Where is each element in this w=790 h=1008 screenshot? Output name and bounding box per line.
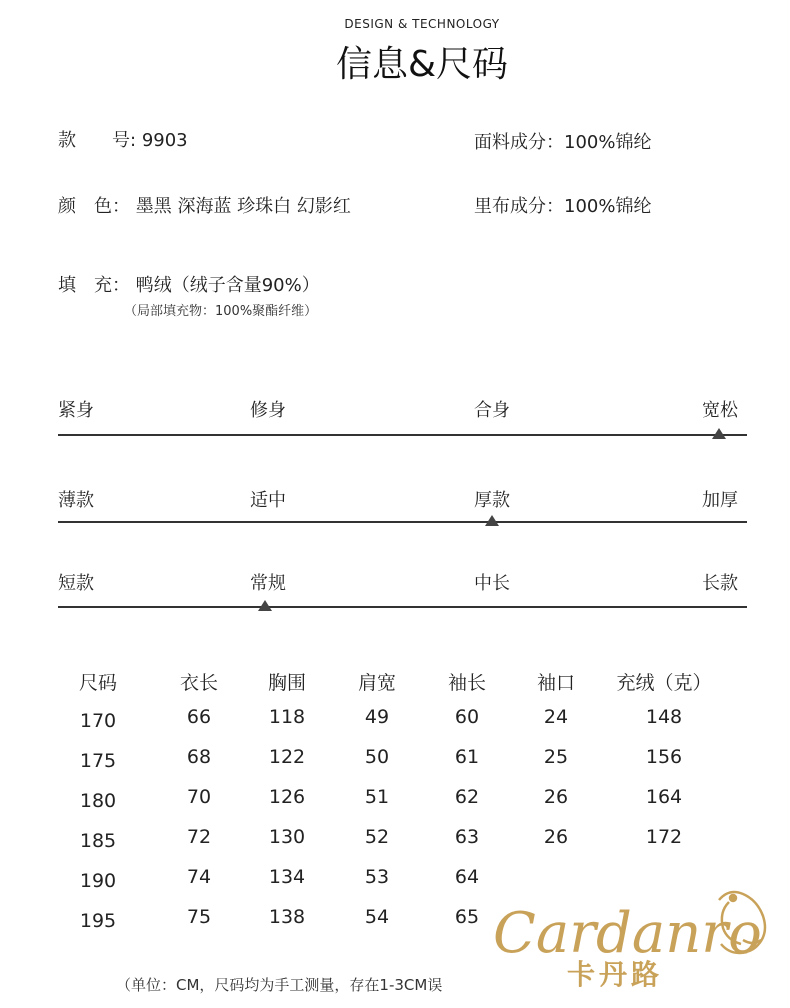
lining-composition: 里布成分：100%锦纶 <box>474 196 652 217</box>
table-cell: 148 <box>645 706 683 728</box>
scale-label: 中长 <box>474 573 510 594</box>
scale-label: 合身 <box>474 400 510 421</box>
table-cell: 50 <box>364 746 390 768</box>
fabric-composition: 面料成分：100%锦纶 <box>474 132 652 153</box>
table-cell: 51 <box>364 786 390 808</box>
scale-line <box>58 434 747 436</box>
scale-label: 适中 <box>250 490 286 511</box>
measurement-footnote: （单位：CM，尺码均为手工测量，存在1-3CM误 <box>116 976 443 994</box>
table-cell: 66 <box>186 706 212 728</box>
table-cell: 52 <box>364 826 390 848</box>
scale-marker <box>258 600 272 611</box>
scale-label: 薄款 <box>58 490 94 511</box>
table-cell: 24 <box>543 706 569 728</box>
frog-logo-icon <box>493 880 783 990</box>
table-header-cell: 胸围 <box>267 672 306 694</box>
filling-info <box>58 271 320 297</box>
scale-label: 紧身 <box>58 400 94 421</box>
table-cell: 190 <box>79 870 117 892</box>
color-value: 墨黑 深海蓝 珍珠白 幻影红 <box>135 196 351 217</box>
table-cell: 172 <box>645 826 683 848</box>
filling-value: 鸭绒（绒子含量90%） <box>135 275 320 296</box>
table-cell: 134 <box>268 866 306 888</box>
style-number-value: 9903 <box>141 130 188 151</box>
table-cell: 118 <box>268 706 306 728</box>
table-cell: 122 <box>268 746 306 768</box>
scale-label: 短款 <box>58 573 94 594</box>
style-number-label: 款 号: <box>58 130 137 151</box>
table-cell: 175 <box>79 750 117 772</box>
table-cell: 54 <box>364 906 390 928</box>
table-cell: 75 <box>186 906 212 928</box>
scale-line <box>58 521 747 523</box>
scale-label: 修身 <box>250 400 286 421</box>
table-cell: 138 <box>268 906 306 928</box>
logo-chinese: 卡丹路 <box>567 958 664 990</box>
table-cell: 170 <box>79 710 117 732</box>
table-cell: 63 <box>454 826 480 848</box>
table-cell: 64 <box>454 866 480 888</box>
scale-marker <box>485 515 499 526</box>
brand-logo <box>493 880 783 990</box>
page-title: 信息&尺码 <box>335 44 509 85</box>
table-cell: 61 <box>454 746 480 768</box>
table-cell: 62 <box>454 786 480 808</box>
table-cell: 26 <box>543 786 569 808</box>
table-cell: 180 <box>79 790 117 812</box>
logo-wordmark: Cardanro <box>493 901 762 966</box>
page-subtitle: DESIGN & TECHNOLOGY <box>344 17 500 31</box>
table-cell: 49 <box>364 706 390 728</box>
table-cell: 72 <box>186 826 212 848</box>
table-header-cell: 肩宽 <box>357 672 396 694</box>
table-cell: 68 <box>186 746 212 768</box>
scale-label: 加厚 <box>702 490 738 511</box>
table-header-cell: 充绒（克） <box>616 672 712 694</box>
table-cell: 185 <box>79 830 117 852</box>
style-number <box>58 126 188 152</box>
table-header-cell: 袖长 <box>447 672 486 694</box>
table-header-cell: 衣长 <box>179 672 218 694</box>
table-header-cell: 尺码 <box>78 672 117 694</box>
table-cell: 25 <box>543 746 569 768</box>
table-header-cell: 袖口 <box>536 672 575 694</box>
table-cell: 195 <box>79 910 117 932</box>
scale-label: 长款 <box>702 573 738 594</box>
table-cell: 164 <box>645 786 683 808</box>
table-cell: 26 <box>543 826 569 848</box>
table-cell: 65 <box>454 906 480 928</box>
color-options <box>58 192 351 218</box>
scale-label: 常规 <box>250 573 286 594</box>
table-cell: 126 <box>268 786 306 808</box>
table-cell: 53 <box>364 866 390 888</box>
filling-note: （局部填充物：100%聚酯纤维） <box>124 304 318 319</box>
scale-marker <box>712 428 726 439</box>
table-cell: 60 <box>454 706 480 728</box>
scale-label: 厚款 <box>474 490 510 511</box>
scale-label: 宽松 <box>702 400 738 421</box>
table-cell: 156 <box>645 746 683 768</box>
table-cell: 70 <box>186 786 212 808</box>
color-label: 颜 色： <box>58 196 130 217</box>
table-cell: 130 <box>268 826 306 848</box>
filling-label: 填 充： <box>58 275 130 296</box>
table-cell: 74 <box>186 866 212 888</box>
scale-line <box>58 606 747 608</box>
